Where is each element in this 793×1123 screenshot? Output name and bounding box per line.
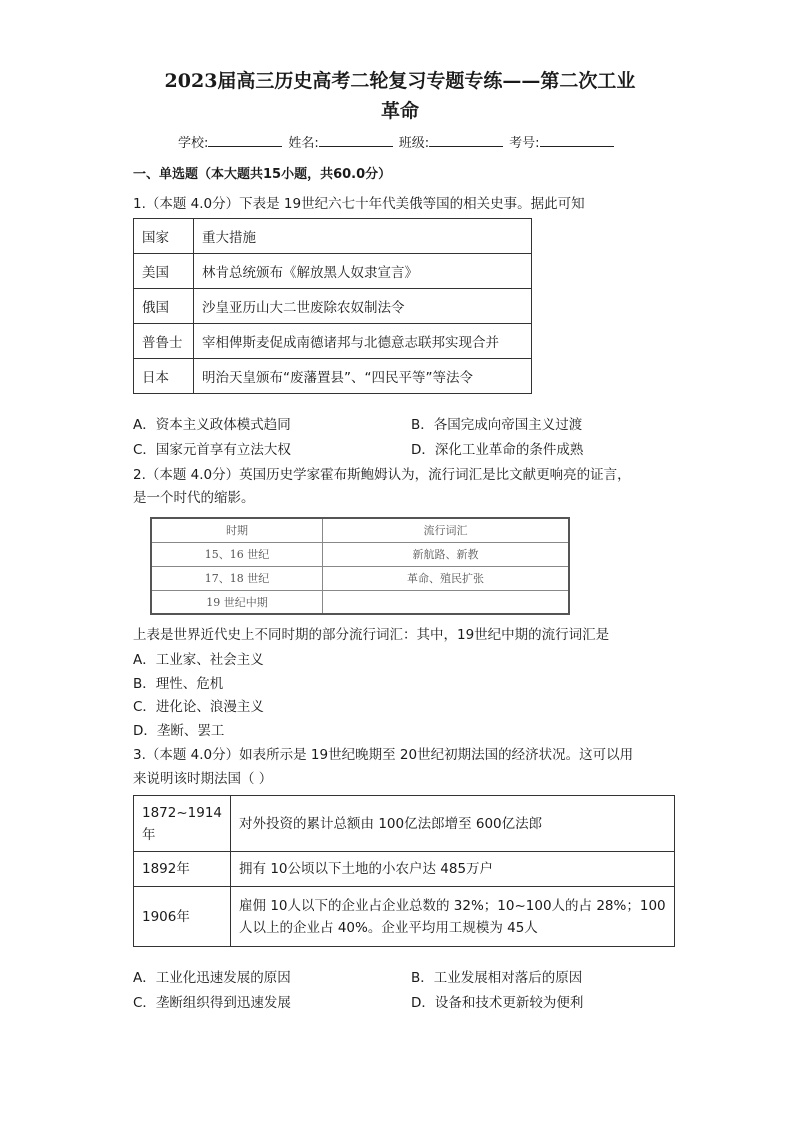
table-row bbox=[134, 219, 532, 254]
question-1-stem: 1.（本题 4.0分）下表是 19世纪六七十年代美俄等国的相关史事。据此可知 bbox=[133, 196, 585, 212]
question-2-option-d[interactable]: D．垄断、罢工 bbox=[133, 723, 225, 739]
table-cell: 时期 bbox=[151, 518, 323, 542]
table-cell: 美国 bbox=[134, 254, 194, 289]
question-2-table bbox=[150, 517, 570, 615]
table-cell: 沙皇亚历山大二世废除农奴制法令 bbox=[194, 289, 532, 324]
question-2-stem-line2: 是一个时代的缩影。 bbox=[133, 490, 255, 506]
table-row bbox=[134, 324, 532, 359]
table-row bbox=[134, 796, 675, 852]
table-cell: 普鲁士 bbox=[134, 324, 194, 359]
table-cell: 19 世纪中期 bbox=[151, 590, 323, 614]
question-2-option-c[interactable]: C．进化论、浪漫主义 bbox=[133, 699, 264, 715]
table-row bbox=[134, 852, 675, 887]
table-cell: 1892年 bbox=[134, 852, 231, 887]
name-blank[interactable] bbox=[319, 132, 393, 147]
table-cell: 拥有 10公顷以下土地的小农户达 485万户 bbox=[231, 852, 675, 887]
table-row bbox=[134, 359, 532, 394]
table-row bbox=[151, 542, 569, 566]
table-row bbox=[134, 254, 532, 289]
page-title-line1: 2023届高三历史高考二轮复习专题专练——第二次工业 bbox=[164, 70, 636, 92]
question-1-table bbox=[133, 218, 532, 394]
table-row bbox=[134, 887, 675, 947]
question-3-option-b[interactable]: B．工业发展相对落后的原因 bbox=[411, 970, 583, 986]
table-cell: 15、16 世纪 bbox=[151, 542, 323, 566]
exam-number-label: 考号: bbox=[509, 136, 540, 151]
class-blank[interactable] bbox=[429, 132, 503, 147]
question-3-stem-line1: 3.（本题 4.0分）如表所示是 19世纪晚期至 20世纪初期法国的经济状况。这可以用 bbox=[133, 747, 634, 763]
page-title-line2: 革命 bbox=[380, 100, 419, 122]
table-cell: 新航路、新教 bbox=[323, 542, 570, 566]
table-cell: 俄国 bbox=[134, 289, 194, 324]
name-field bbox=[288, 132, 392, 151]
question-1-option-c[interactable]: C．国家元首享有立法大权 bbox=[133, 442, 291, 458]
question-3-option-c[interactable]: C．垄断组织得到迅速发展 bbox=[133, 995, 291, 1011]
class-field bbox=[399, 132, 503, 151]
table-cell: 林肯总统颁布《解放黑人奴隶宣言》 bbox=[194, 254, 532, 289]
table-cell: 明治天皇颁布“废藩置县”、“四民平等”等法令 bbox=[194, 359, 532, 394]
table-cell: 对外投资的累计总额由 100亿法郎增至 600亿法郎 bbox=[231, 796, 675, 852]
question-2-followup: 上表是世界近代史上不同时期的部分流行词汇：其中，19世纪中期的流行词汇是 bbox=[133, 627, 610, 643]
question-1-option-d[interactable]: D．深化工业革命的条件成熟 bbox=[411, 442, 584, 458]
question-3-stem-line2: 来说明该时期法国（ ） bbox=[133, 771, 273, 787]
table-row bbox=[134, 289, 532, 324]
school-field bbox=[178, 132, 282, 151]
section-header: 一、单选题（本大题共15小题，共60.0分） bbox=[133, 167, 392, 182]
table-cell: 17、18 世纪 bbox=[151, 566, 323, 590]
table-cell: 1872~1914年 bbox=[134, 796, 231, 852]
school-label: 学校: bbox=[178, 136, 209, 151]
table-cell: 日本 bbox=[134, 359, 194, 394]
question-2-option-a[interactable]: A．工业家、社会主义 bbox=[133, 652, 264, 668]
class-label: 班级: bbox=[398, 136, 430, 151]
question-3-table bbox=[133, 795, 675, 947]
table-cell: 雇佣 10人以下的企业占企业总数的 32%；10~100人的占 28%；100人以上的企业占 40%。企业平均用工规模为 45人 bbox=[231, 887, 675, 947]
school-blank[interactable] bbox=[208, 132, 282, 147]
table-row bbox=[151, 518, 569, 542]
question-2-option-b[interactable]: B．理性、危机 bbox=[133, 676, 224, 692]
question-3-option-a[interactable]: A．工业化迅速发展的原因 bbox=[133, 970, 291, 986]
name-label: 姓名: bbox=[288, 136, 319, 151]
exam-number-field bbox=[509, 132, 613, 151]
table-row bbox=[151, 566, 569, 590]
exam-number-blank[interactable] bbox=[540, 132, 614, 147]
question-1-option-b[interactable]: B．各国完成向帝国主义过渡 bbox=[411, 417, 583, 433]
table-cell: 革命、殖民扩张 bbox=[323, 566, 570, 590]
table-cell: 流行词汇 bbox=[323, 518, 570, 542]
table-cell: 国家 bbox=[134, 219, 194, 254]
question-1-option-a[interactable]: A．资本主义政体模式趋同 bbox=[133, 417, 291, 433]
question-2-stem-line1: 2.（本题 4.0分）英国历史学家霍布斯鲍姆认为，流行词汇是比文献更响亮的证言， bbox=[133, 467, 631, 483]
table-cell bbox=[323, 590, 570, 614]
question-3-option-d[interactable]: D．设备和技术更新较为便利 bbox=[411, 995, 584, 1011]
student-info-line bbox=[178, 132, 620, 151]
table-cell: 1906年 bbox=[134, 887, 231, 947]
table-row bbox=[151, 590, 569, 614]
table-cell: 宰相俾斯麦促成南德诸邦与北德意志联邦实现合并 bbox=[194, 324, 532, 359]
table-cell: 重大措施 bbox=[194, 219, 532, 254]
